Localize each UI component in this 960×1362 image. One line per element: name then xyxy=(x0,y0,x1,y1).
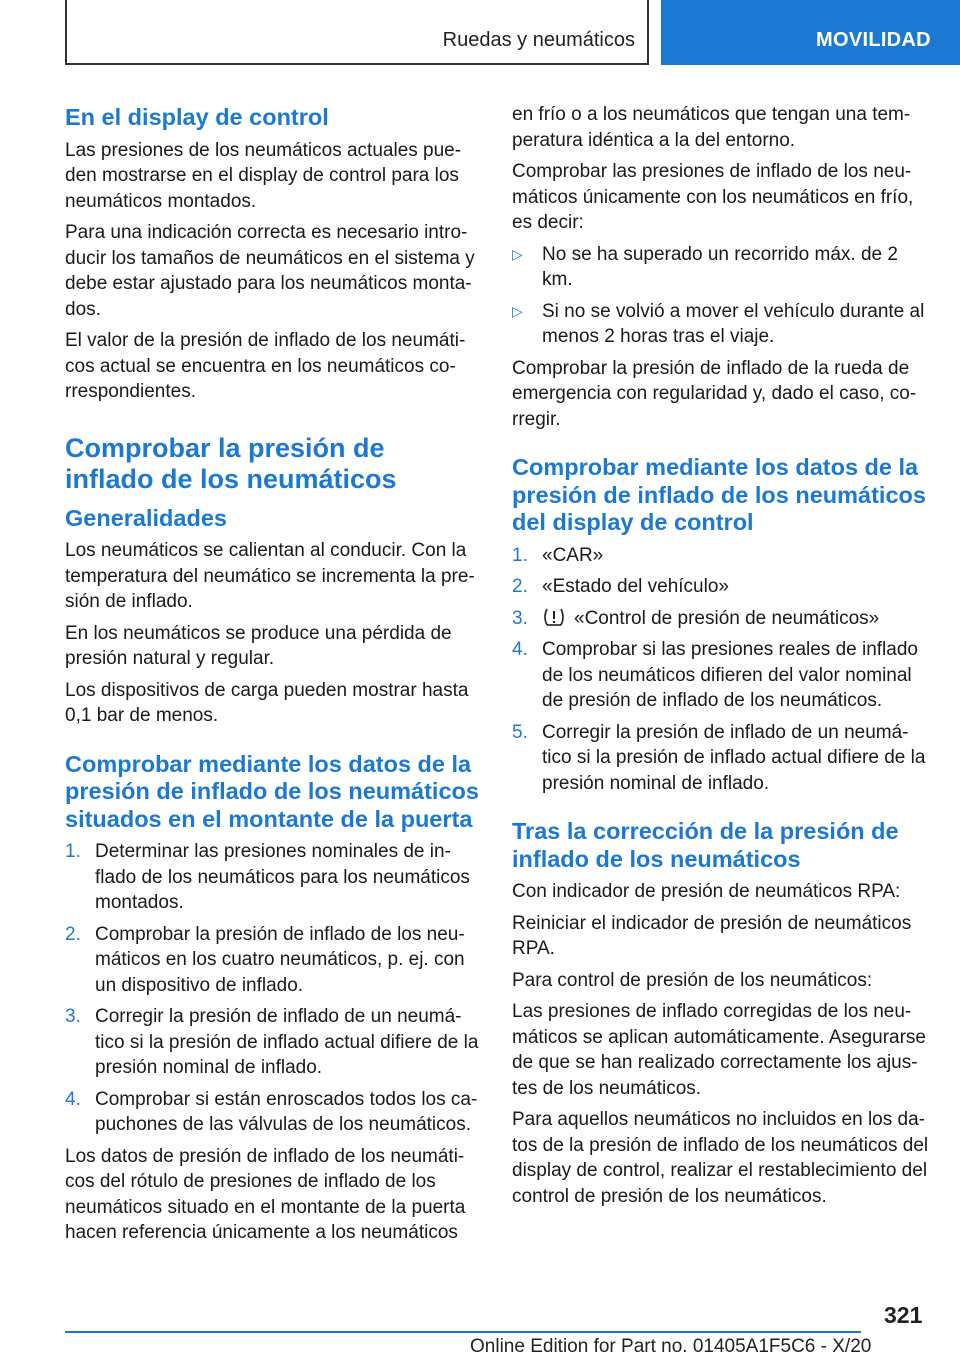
right-column xyxy=(512,102,930,1215)
step-text: Corregir la presión de inflado de un neumá‐ tico si la presión de inflado actual difiere de la presión nominal de inflado. xyxy=(95,1006,479,1078)
paragraph: Para aquellos neumáticos no incluidos en los da‐ tos de la presión de inflado de los neumáticos del display de control, realizar el restablecimiento del control de presión de los neumáticos. xyxy=(512,1109,929,1207)
steps-list xyxy=(65,839,479,1138)
paragraph: Los datos de presión de inflado de los neumáti‐ cos del rótulo de presiones de inflado de los neumáticos situado en el montante de la puerta hacen referencia únicamente a los neumáticos xyxy=(65,1145,466,1243)
list-item xyxy=(512,543,930,569)
footer-divider xyxy=(65,1331,861,1333)
triangle-bullet-icon: ▷ xyxy=(512,302,523,319)
chapter-tab xyxy=(661,0,960,65)
list-item xyxy=(65,839,479,916)
step-number: 3. xyxy=(512,607,528,629)
bullet-text: Si no se volvió a mover el vehículo durante al menos 2 horas tras el viaje. xyxy=(542,300,925,347)
steps-list xyxy=(512,543,930,797)
step-text: «Estado del vehículo» xyxy=(542,576,729,597)
list-item xyxy=(65,922,479,999)
step-text: Comprobar la presión de inflado de los neu‐ máticos en los cuatro neumáticos, p. ej. con un dispositivo de inflado. xyxy=(95,923,465,996)
list-item xyxy=(512,720,930,797)
paragraph: Para una indicación correcta es necesario intro‐ ducir los tamaños de neumáticos en el sistema y debe estar ajustado para los neumáticos monta‐ dos. xyxy=(65,222,475,320)
step-text: Comprobar si las presiones reales de inflado de los neumáticos difieren del valor nominal de presión de inflado de los neumáticos. xyxy=(542,639,918,711)
paragraph: El valor de la presión de inflado de los neumáti‐ cos actual se encuentra en los neumáticos co‐ rrespondientes. xyxy=(65,330,466,402)
paragraph: Comprobar las presiones de inflado de los neu‐ máticos únicamente con los neumáticos en frío, es decir: xyxy=(512,161,914,233)
step-text: «Control de presión de neumáticos» xyxy=(574,607,880,629)
step-number: 1. xyxy=(65,841,81,862)
step-text: Comprobar si están enroscados todos los ca‐ puchones de las válvulas de los neumáticos. xyxy=(95,1088,478,1135)
list-item xyxy=(512,574,930,600)
list-item xyxy=(65,1087,479,1138)
heading-door-pillar: Comprobar mediante los datos de la presión de inflado de los neumáticos situados en el montante de la puerta xyxy=(65,750,479,832)
triangle-bullet-icon: ▷ xyxy=(512,245,523,262)
step-number: 2. xyxy=(65,923,81,945)
paragraph: Los neumáticos se calientan al conducir. Con la temperatura del neumático se incrementa la pre‐ sión de inflado. xyxy=(65,540,475,612)
step-text: «CAR» xyxy=(542,544,604,566)
heading-general: Generalidades xyxy=(65,504,227,531)
paragraph: Las presiones de inflado corregidas de los neu‐ máticos se aplican automáticamente. Asegurarse de que se han realizado correctamente los ajus‐ tes de los neumáticos. xyxy=(512,1001,926,1099)
step-number: 2. xyxy=(512,576,528,597)
tire-pressure-warning-icon xyxy=(542,607,566,627)
step-number: 4. xyxy=(512,639,528,660)
paragraph: Los dispositivos de carga pueden mostrar hasta 0,1 bar de menos. xyxy=(65,679,469,726)
step-number: 1. xyxy=(512,544,528,566)
list-item xyxy=(512,637,930,714)
heading-display: En el display de control xyxy=(65,104,329,130)
heading-check-pressure: Comprobar la presión de inflado de los neumáticos xyxy=(65,432,397,494)
footer-edition: Online Edition for Part no. 01405A1F5C6 - X/20 xyxy=(470,1336,872,1357)
step-number: 4. xyxy=(65,1088,81,1110)
step-text: Corregir la presión de inflado de un neumá‐ tico si la presión de inflado actual difiere de la presión nominal de inflado. xyxy=(542,721,926,794)
bullet-list xyxy=(512,242,930,350)
left-column xyxy=(65,104,479,1252)
paragraph: Las presiones de los neumáticos actuales pue‐ den mostrarse en el display de control para los neumáticos montados. xyxy=(65,139,462,212)
step-number: 5. xyxy=(512,721,528,743)
heading-control-display: Comprobar mediante los datos de la presión de inflado de los neumáticos del display de control xyxy=(512,454,926,535)
paragraph: Con indicador de presión de neumáticos RPA: xyxy=(512,881,901,902)
paragraph: Comprobar la presión de inflado de la rueda de emergencia con regularidad y, dado el caso, co‐ rregir. xyxy=(512,357,917,430)
list-item xyxy=(65,1004,479,1081)
list-item xyxy=(512,242,930,293)
list-item xyxy=(512,299,930,350)
chapter-title: MOVILIDAD xyxy=(816,29,931,51)
step-number: 3. xyxy=(65,1006,81,1027)
step-text: Determinar las presiones nominales de in‐ flado de los neumáticos para los neumáticos montados. xyxy=(95,841,470,913)
section-title: Ruedas y neumáticos xyxy=(442,29,635,51)
list-item xyxy=(512,606,930,632)
page-number: 321 xyxy=(884,1302,923,1328)
paragraph: Para control de presión de los neumáticos: xyxy=(512,969,873,991)
paragraph: En los neumáticos se produce una pérdida de presión natural y regular. xyxy=(65,622,452,669)
paragraph: en frío o a los neumáticos que tengan una tem‐ peratura idéntica a la del entorno. xyxy=(512,104,911,151)
heading-after-correction: Tras la corrección de la presión de inflado de los neumáticos xyxy=(512,818,899,872)
bullet-text: No se ha superado un recorrido máx. de 2 km. xyxy=(542,243,898,290)
header-section-box xyxy=(65,0,649,65)
paragraph: Reiniciar el indicador de presión de neumáticos RPA. xyxy=(512,912,912,959)
